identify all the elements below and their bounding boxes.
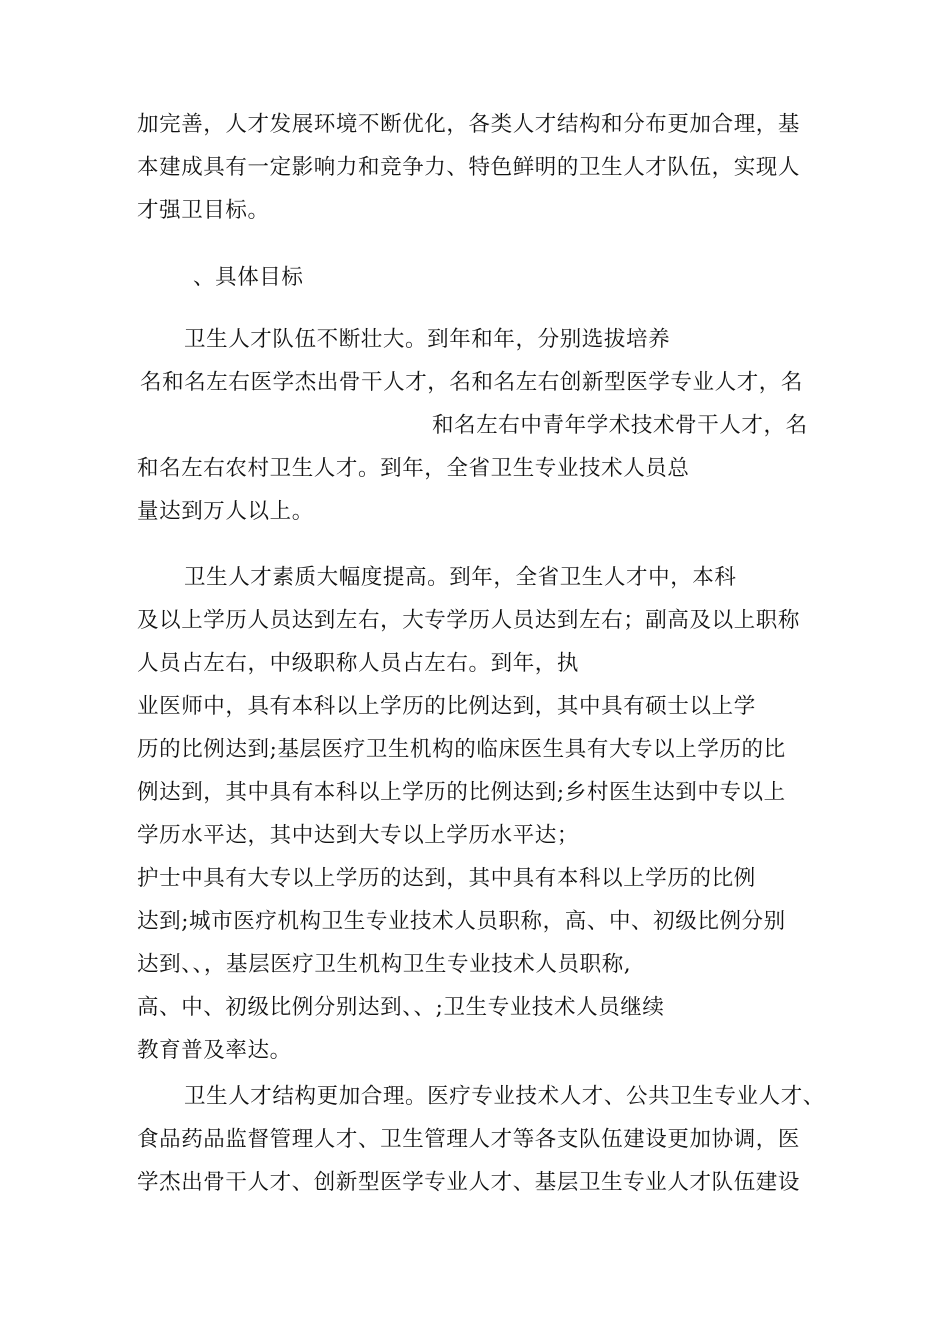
- paragraph-3-line-8: 护士中具有大专以上学历的达到，其中具有本科以上学历的比例: [137, 866, 756, 891]
- paragraph-1-line-1: 加完善，人才发展环境不断优化，各类人才结构和分布更加合理，基: [137, 112, 801, 137]
- paragraph-3-line-7: 学历水平达，其中达到大专以上学历水平达；: [137, 823, 580, 848]
- paragraph-3-line-2: 及以上学历人员达到左右，大专学历人员达到左右；副高及以上职称: [137, 608, 801, 633]
- paragraph-3-line-9: 达到;城市医疗机构卫生专业技术人员职称，高、中、初级比例分别: [137, 909, 786, 934]
- paragraph-2-line-2: 名和名左右医学杰出骨干人才，名和名左右创新型医学专业人才，名: [140, 370, 804, 395]
- paragraph-1-line-3: 才强卫目标。: [137, 198, 270, 223]
- paragraph-4-line-2: 食品药品监督管理人才、卫生管理人才等各支队伍建设更加协调，医: [137, 1127, 801, 1152]
- paragraph-4-line-1: 卫生人才结构更加合理。医疗专业技术人才、公共卫生专业人才、: [184, 1084, 825, 1109]
- paragraph-2-line-5: 量达到万人以上。: [137, 499, 314, 524]
- paragraph-4-line-3: 学杰出骨干人才、创新型医学专业人才、基层卫生专业人才队伍建设: [137, 1170, 801, 1195]
- paragraph-3-line-11: 高、中、初级比例分别达到、、;卫生专业技术人员继续: [137, 995, 665, 1020]
- paragraph-1-line-2: 本建成具有一定影响力和竞争力、特色鲜明的卫生人才队伍，实现人: [137, 155, 801, 180]
- paragraph-3-line-5: 历的比例达到;基层医疗卫生机构的临床医生具有大专以上学历的比: [137, 737, 786, 762]
- paragraph-3-line-4: 业医师中，具有本科以上学历的比例达到，其中具有硕士以上学: [137, 694, 756, 719]
- paragraph-2-line-4: 和名左右农村卫生人才。到年，全省卫生专业技术人员总: [137, 456, 690, 481]
- section-heading: 、具体目标: [193, 265, 304, 290]
- paragraph-3-line-1: 卫生人才素质大幅度提高。到年，全省卫生人才中，本科: [184, 565, 737, 590]
- paragraph-3-line-6: 例达到，其中具有本科以上学历的比例达到;乡村医生达到中专以上: [137, 780, 786, 805]
- paragraph-3-line-12: 教育普及率达。: [137, 1038, 292, 1063]
- paragraph-2-line-3: 和名左右中青年学术技术骨干人才，名: [432, 413, 808, 438]
- paragraph-2-line-1: 卫生人才队伍不断壮大。到年和年，分别选拔培养: [184, 327, 671, 352]
- paragraph-3-line-10: 达到、、，基层医疗卫生机构卫生专业技术人员职称,: [137, 952, 632, 977]
- paragraph-3-line-3: 人员占左右，中级职称人员占左右。到年，执: [137, 651, 580, 676]
